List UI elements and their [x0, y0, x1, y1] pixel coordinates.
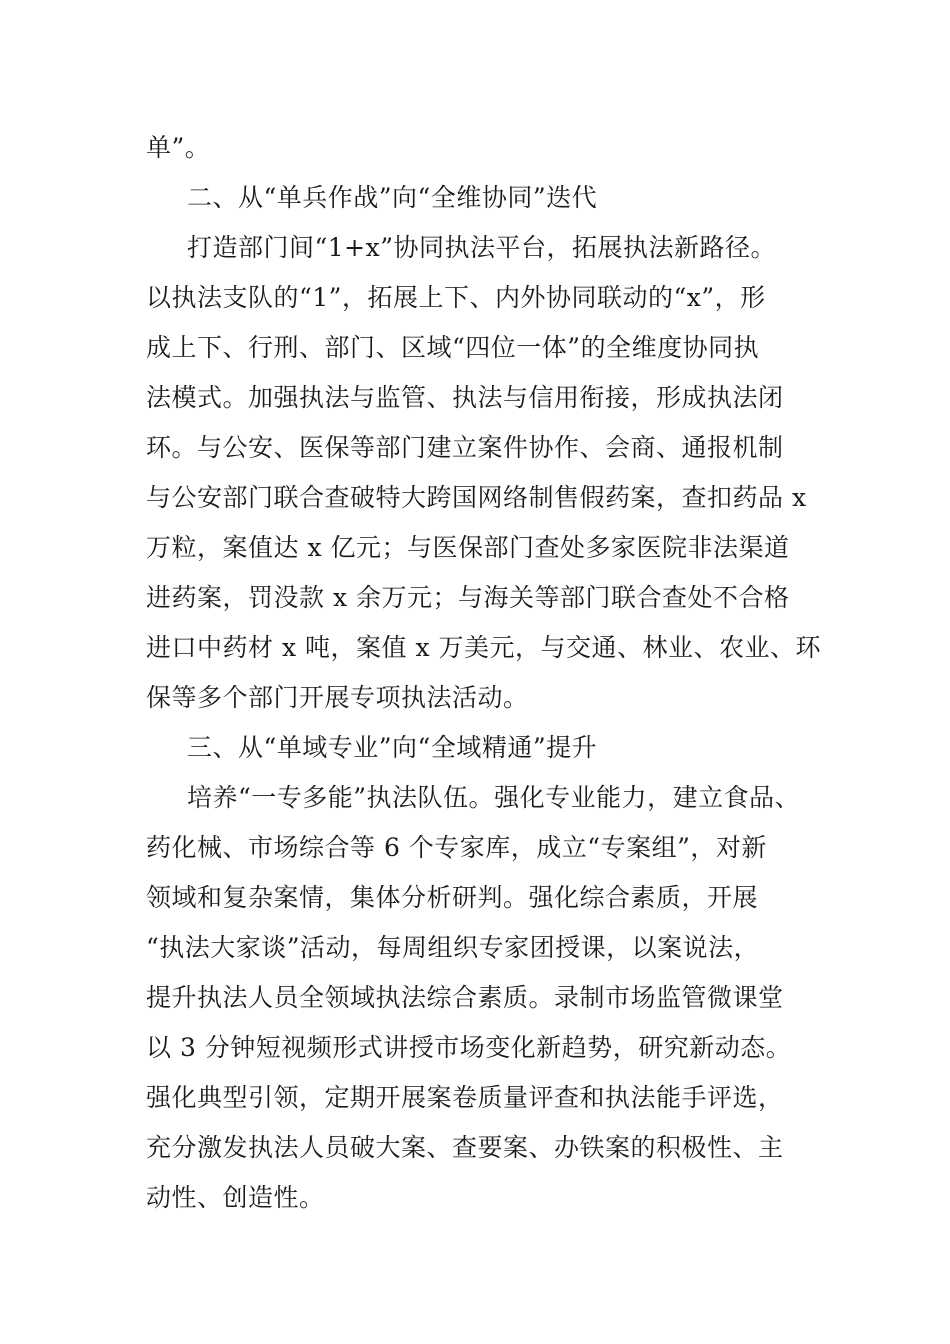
- text-line: 充分激发执法人员破大案、查要案、办铁案的积极性、主: [146, 1133, 784, 1162]
- text-line: 成上下、行刑、部门、区域“四位一体”的全维度协同执: [146, 333, 760, 362]
- text-line: 进药案，罚没款 x 余万元；与海关等部门联合查处不合格: [146, 583, 790, 612]
- section-heading: 三、从“单域专业”向“全域精通”提升: [187, 733, 598, 762]
- text-line: 与公安部门联合查破特大跨国网络制售假药案，查扣药品 x: [146, 483, 807, 512]
- text-line: 以 3 分钟短视频形式讲授市场变化新趋势，研究新动态。: [146, 1033, 792, 1062]
- text-line: 培养“一专多能”执法队伍。强化专业能力，建立食品、: [187, 783, 801, 812]
- text-line: 打造部门间“1+x”协同执法平台，拓展执法新路径。: [187, 233, 777, 262]
- text-line: 以执法支队的“1”，拓展上下、内外协同联动的“x”，形: [146, 283, 766, 312]
- text-line: 提升执法人员全领域执法综合素质。录制市场监管微课堂: [146, 983, 784, 1012]
- text-line: 单”。: [146, 133, 211, 162]
- text-line: 进口中药材 x 吨，案值 x 万美元，与交通、林业、农业、环: [146, 633, 821, 662]
- text-line: 环。与公安、医保等部门建立案件协作、会商、通报机制: [146, 433, 784, 462]
- text-line: 动性、创造性。: [146, 1183, 325, 1212]
- section-heading: 二、从“单兵作战”向“全维协同”迭代: [187, 183, 598, 212]
- text-line: 强化典型引领，定期开展案卷质量评查和执法能手评选，: [146, 1083, 784, 1112]
- text-line: 领域和复杂案情，集体分析研判。强化综合素质，开展: [146, 883, 759, 912]
- text-line: 保等多个部门开展专项执法活动。: [146, 683, 529, 712]
- text-line: 法模式。加强执法与监管、执法与信用衔接，形成执法闭: [146, 383, 784, 412]
- text-line: “执法大家谈”活动，每周组织专家团授课，以案说法，: [146, 933, 760, 962]
- text-line: 万粒，案值达 x 亿元；与医保部门查处多家医院非法渠道: [146, 533, 790, 562]
- text-line: 药化械、市场综合等 6 个专家库，成立“专案组”，对新: [146, 833, 767, 862]
